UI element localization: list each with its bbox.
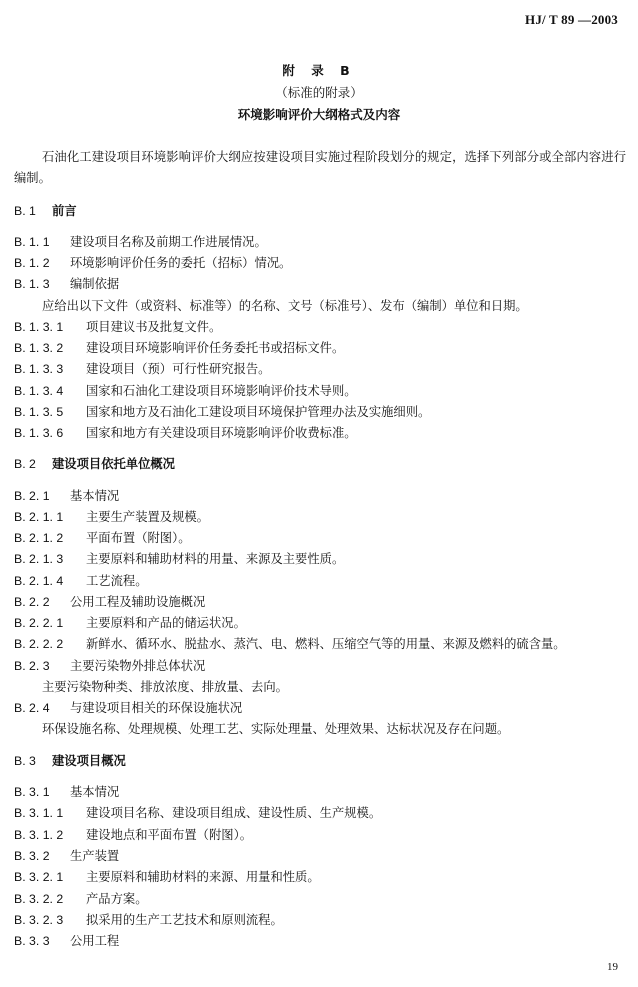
item-number: B. 2. 1. 2 <box>14 531 64 545</box>
outline-item <box>14 423 357 441</box>
page-header: HJ/ T 89 —2003 <box>525 12 618 27</box>
outline-item <box>14 232 267 250</box>
appendix-label: 附 录 B <box>282 63 356 78</box>
outline-item <box>14 867 320 885</box>
item-text: 应给出以下文件（或资料、标准等）的名称、文号（标准号）、发布（编制）单位和日期。 <box>42 299 528 313</box>
item-number: B. 3. 2. 2 <box>14 892 64 906</box>
appendix-title-block <box>0 62 638 125</box>
outline-item <box>14 338 344 356</box>
outline-item <box>14 571 148 589</box>
item-number: B. 1 <box>14 204 36 218</box>
item-number: B. 2 <box>14 457 36 471</box>
body-paragraph <box>42 677 288 695</box>
item-text: 与建设项目相关的环保设施状况 <box>70 701 243 715</box>
item-text: 建设项目名称及前期工作进展情况。 <box>70 235 267 249</box>
outline-item <box>14 402 430 420</box>
outline-item <box>14 253 291 271</box>
item-text: 拟采用的生产工艺技术和原则流程。 <box>86 913 283 927</box>
page-number: 19 <box>607 961 618 973</box>
outline-item <box>14 274 119 292</box>
outline-item <box>14 528 191 546</box>
outline-item <box>14 507 209 525</box>
item-number: B. 1. 3. 6 <box>14 426 64 440</box>
item-number: B. 3. 2 <box>14 849 50 863</box>
section-title: 前言 <box>52 204 77 218</box>
item-number: B. 2. 3 <box>14 659 50 673</box>
outline-item <box>14 846 119 864</box>
item-text: 国家和石油化工建设项目环境影响评价技术导则。 <box>86 384 357 398</box>
item-number: B. 3. 2. 1 <box>14 870 64 884</box>
outline-item <box>14 698 242 716</box>
body-paragraph <box>42 719 509 737</box>
item-text: 基本情况 <box>70 785 120 799</box>
item-number: B. 3. 2. 3 <box>14 913 64 927</box>
outline-item <box>14 910 283 928</box>
body-paragraph <box>42 296 528 314</box>
outline-item <box>14 359 270 377</box>
item-text: 国家和地方及石油化工建设项目环境保护管理办法及实施细则。 <box>86 405 431 419</box>
outline-item <box>14 803 381 821</box>
item-text: 工艺流程。 <box>86 574 148 588</box>
item-number: B. 3. 1. 1 <box>14 806 64 820</box>
item-text: 编制依据 <box>70 277 120 291</box>
item-number: B. 1. 2 <box>14 256 50 270</box>
item-number: B. 3 <box>14 754 36 768</box>
outline-item <box>14 782 119 800</box>
item-text: 公用工程 <box>70 934 120 948</box>
item-text: 主要原料和辅助材料的用量、来源及主要性质。 <box>86 552 345 566</box>
item-text: 主要生产装置及规模。 <box>86 510 209 524</box>
item-number: B. 2. 1. 1 <box>14 510 64 524</box>
section-title: 建设项目概况 <box>52 754 126 768</box>
item-number: B. 1. 3. 3 <box>14 362 64 376</box>
outline-item <box>14 825 252 843</box>
item-text: 公用工程及辅助设施概况 <box>70 595 206 609</box>
item-text: 主要污染物外排总体状况 <box>70 659 206 673</box>
item-text: 建设项目环境影响评价任务委托书或招标文件。 <box>86 341 345 355</box>
outline-item <box>14 931 119 949</box>
item-number: B. 1. 1 <box>14 235 50 249</box>
item-text: 环境影响评价任务的委托（招标）情况。 <box>70 256 292 270</box>
item-number: B. 2. 2 <box>14 595 50 609</box>
item-number: B. 3. 1 <box>14 785 50 799</box>
item-number: B. 2. 1 <box>14 489 50 503</box>
item-number: B. 3. 1. 2 <box>14 828 64 842</box>
outline-item <box>14 317 221 335</box>
item-text: 建设项目（预）可行性研究报告。 <box>86 362 271 376</box>
outline-item <box>14 634 566 652</box>
item-number: B. 1. 3. 4 <box>14 384 64 398</box>
item-number: B. 2. 4 <box>14 701 50 715</box>
item-number: B. 2. 2. 2 <box>14 637 64 651</box>
item-number: B. 2. 1. 4 <box>14 574 64 588</box>
item-number: B. 2. 1. 3 <box>14 552 64 566</box>
item-text: 项目建议书及批复文件。 <box>86 320 222 334</box>
outline-item <box>14 486 119 504</box>
appendix-heading: 环境影响评价大纲格式及内容 <box>237 107 401 122</box>
item-number: B. 2. 2. 1 <box>14 616 64 630</box>
item-text: 生产装置 <box>70 849 120 863</box>
intro-paragraph: 石油化工建设项目环境影响评价大纲应按建设项目实施过程阶段划分的规定，选择下列部分或全部内容进行编制。 <box>14 150 626 185</box>
appendix-note: （标准的附录） <box>275 85 363 100</box>
item-text: 环保设施名称、处理规模、处理工艺、实际处理量、处理效果、达标状况及存在问题。 <box>42 722 510 736</box>
outline-item <box>14 381 357 399</box>
item-number: B. 3. 3 <box>14 934 50 948</box>
item-text: 主要污染物种类、排放浓度、排放量、去向。 <box>42 680 288 694</box>
item-text: 建设地点和平面布置（附图）。 <box>86 828 253 842</box>
item-text: 建设项目名称、建设项目组成、建设性质、生产规模。 <box>86 806 382 820</box>
item-text: 产品方案。 <box>86 892 148 906</box>
item-text: 主要原料和产品的储运状况。 <box>86 616 246 630</box>
section-heading <box>14 751 126 769</box>
outline-item <box>14 889 148 907</box>
item-text: 国家和地方有关建设项目环境影响评价收费标准。 <box>86 426 357 440</box>
section-heading <box>14 454 175 472</box>
outline-item <box>14 613 246 631</box>
item-text: 新鲜水、循环水、脱盐水、蒸汽、电、燃料、压缩空气等的用量、来源及燃料的硫含量。 <box>86 637 566 651</box>
outline-item <box>14 656 205 674</box>
section-heading <box>14 201 77 219</box>
item-number: B. 1. 3 <box>14 277 50 291</box>
item-number: B. 1. 3. 5 <box>14 405 64 419</box>
section-title: 建设项目依托单位概况 <box>52 457 175 471</box>
item-text: 基本情况 <box>70 489 120 503</box>
item-number: B. 1. 3. 2 <box>14 341 64 355</box>
outline-item <box>14 549 344 567</box>
outline-item <box>14 592 205 610</box>
item-number: B. 1. 3. 1 <box>14 320 64 334</box>
item-text: 主要原料和辅助材料的来源、用量和性质。 <box>86 870 320 884</box>
item-text: 平面布置（附图）。 <box>86 531 191 545</box>
